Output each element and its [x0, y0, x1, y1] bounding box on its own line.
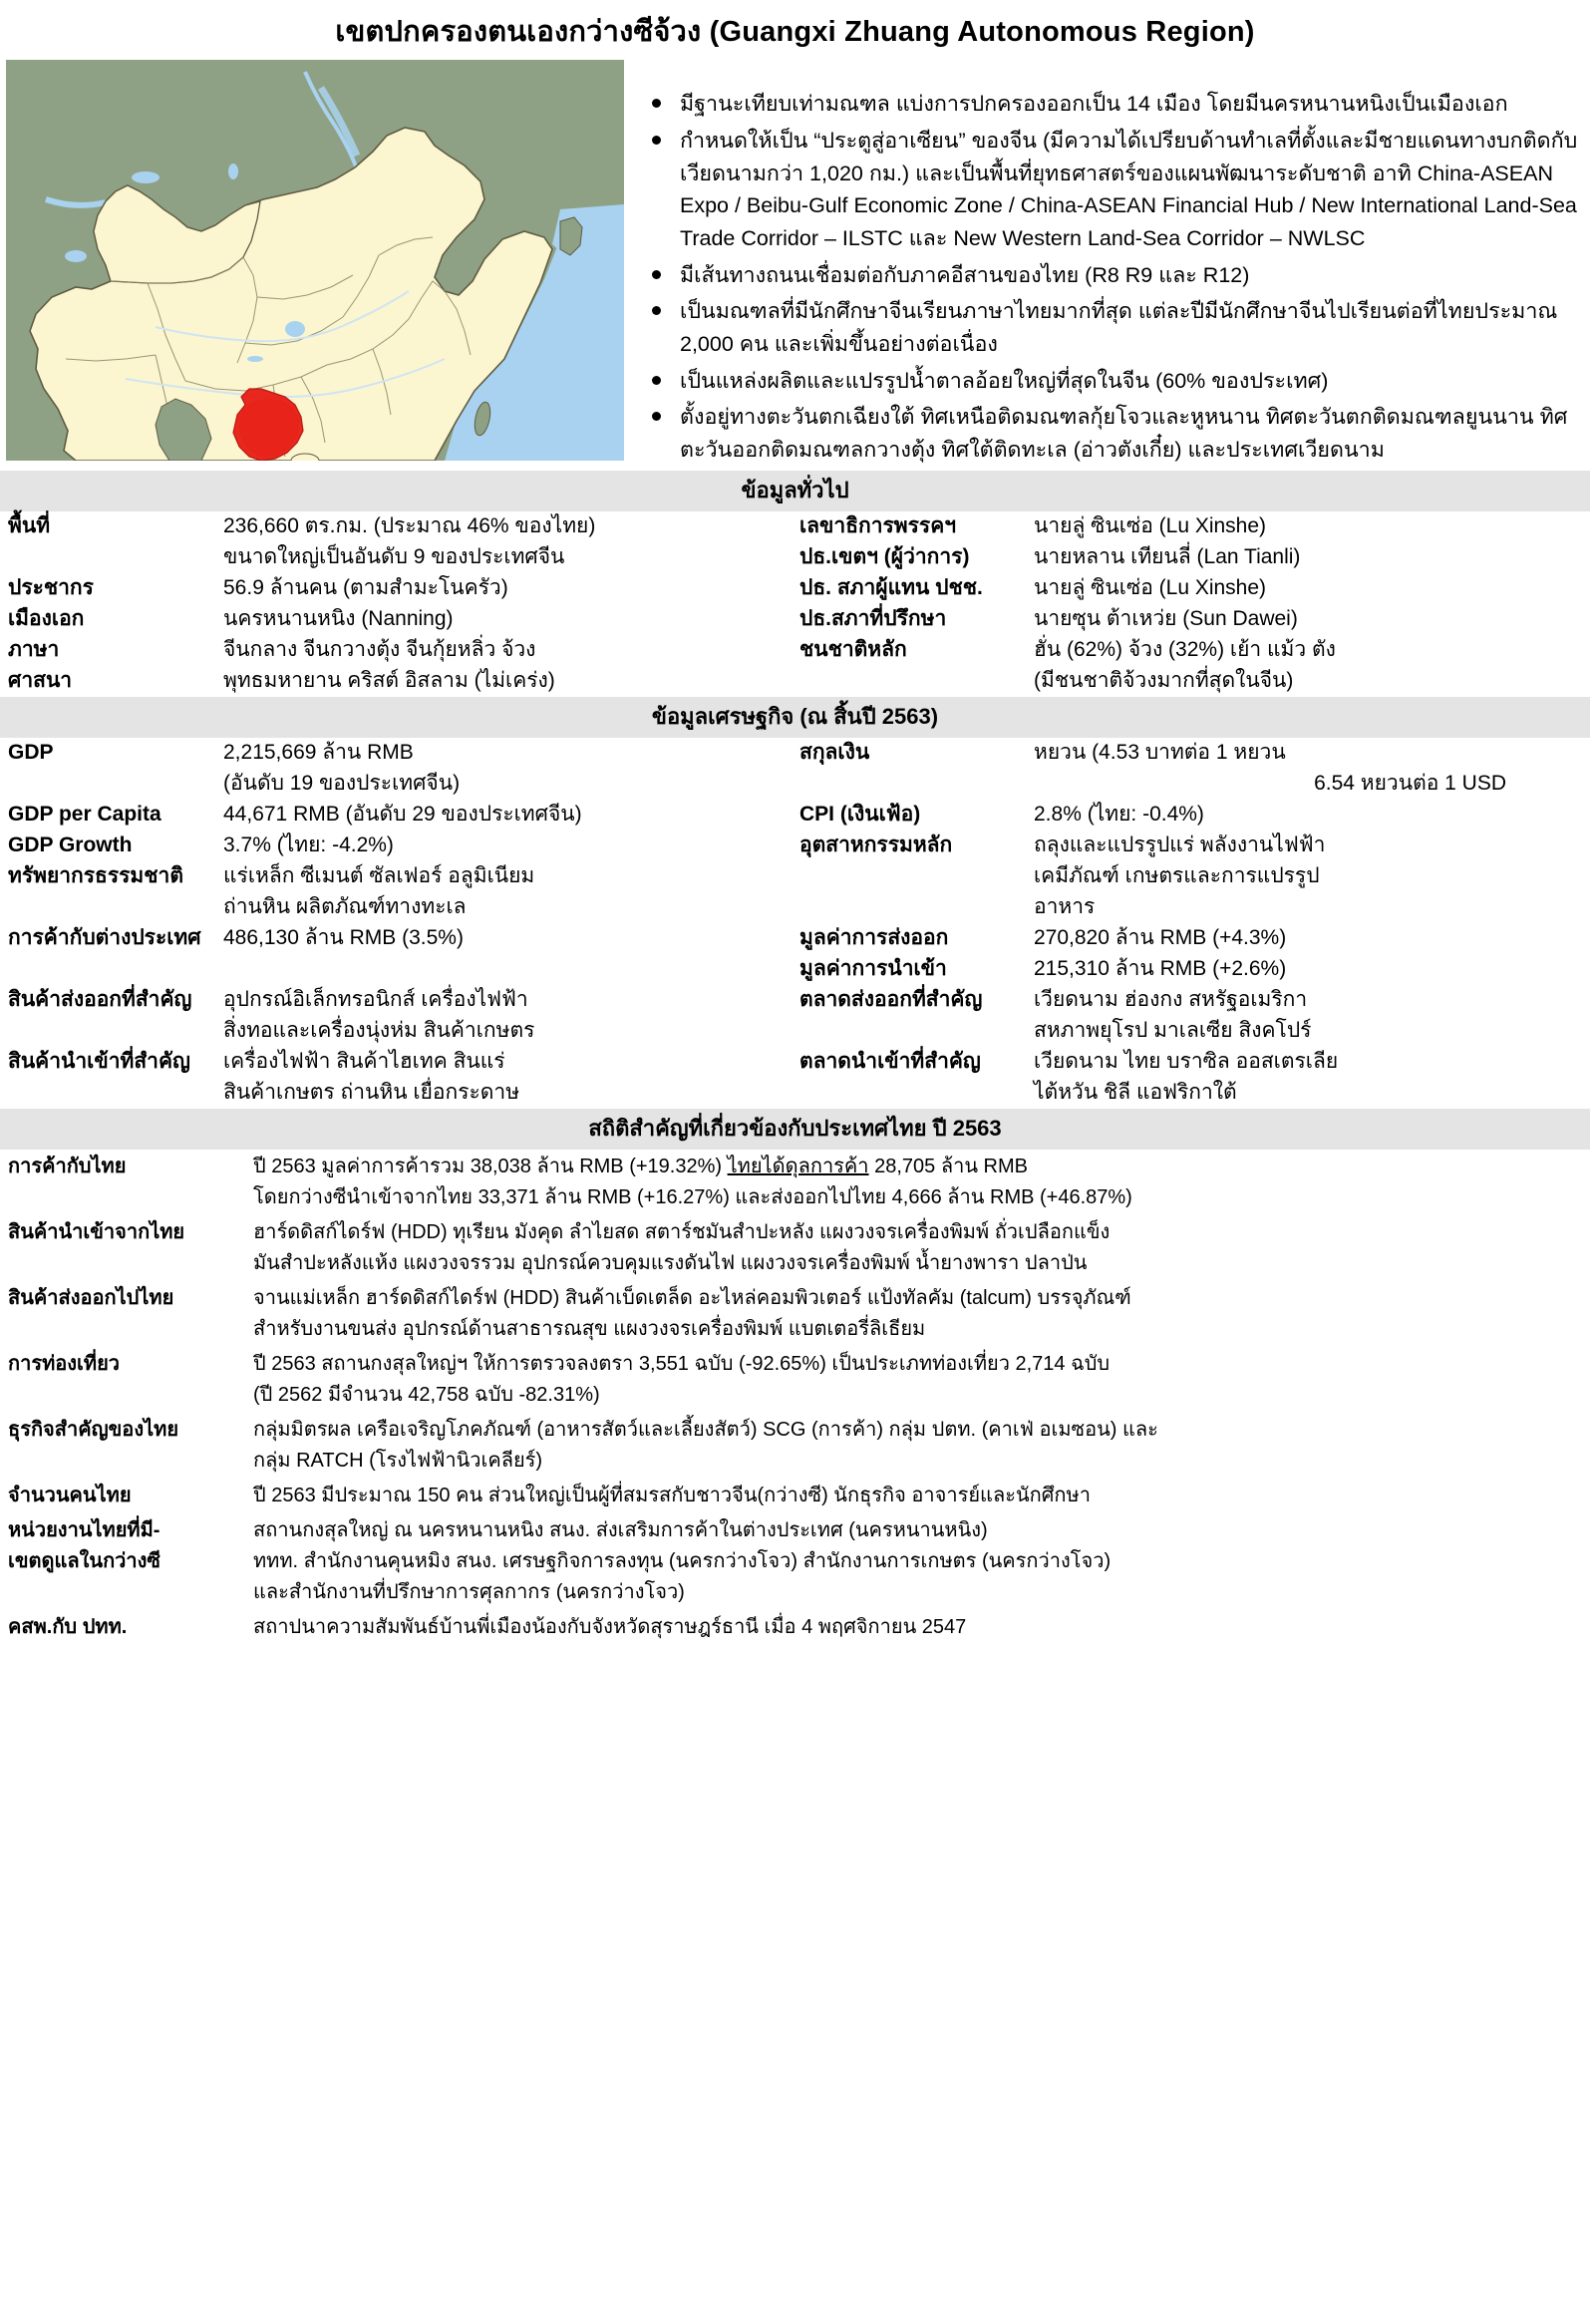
row-value-right: สหภาพยุโรป มาเลเซีย สิงคโปร์ — [1034, 1018, 1312, 1042]
stat-label-line: การท่องเที่ยว — [8, 1353, 121, 1376]
row-label-left — [0, 954, 219, 985]
row-label-right: อุตสาหกรรมหลัก — [799, 833, 953, 857]
page-title: เขตปกครองตนเองกว่างซีจ้วง (Guangxi Zhuang Autonomous Region) — [335, 16, 1255, 48]
row-value-left: 486,130 ล้าน RMB (3.5%) — [223, 926, 464, 950]
stat-label-line: การค้ากับไทย — [8, 1156, 127, 1178]
row-value-left: พุทธมหายาน คริสต์ อิสลาม (ไม่เคร่ง) — [223, 668, 555, 692]
row-label-right: สกุลเงิน — [799, 741, 870, 765]
row-label-right: ตลาดส่งออกที่สำคัญ — [799, 987, 983, 1011]
row-label-right: ปธ.เขตฯ (ผู้ว่าการ) — [799, 545, 970, 568]
stat-text: โดยกว่างซีนำเข้าจากไทย 33,371 ล้าน RMB (+16.27%) และส่งออกไปไทย 4,666 ล้าน RMB (+46.87%) — [253, 1186, 1132, 1209]
stat-label — [0, 1610, 249, 1645]
table-row — [0, 1610, 1590, 1645]
stat-label-line: จำนวนคนไทย — [8, 1485, 132, 1507]
row-value-right: อาหาร — [1034, 895, 1096, 919]
stat-label-line: ธุรกิจสำคัญของไทย — [8, 1419, 179, 1442]
bullet-item: มีฐานะเทียบเท่ามณฑล แบ่งการปกครองออกเป็น 14 เมือง โดยมีนครหนานหนิงเป็นเมืองเอก — [644, 88, 1584, 121]
table-row — [0, 1016, 1590, 1047]
table-row — [0, 666, 1590, 697]
row-label-right: ปธ.สภาที่ปรึกษา — [799, 606, 947, 630]
table-row — [0, 1413, 1590, 1479]
stat-value-line — [253, 1446, 1584, 1477]
china-map-svg — [6, 60, 624, 461]
row-label-right — [795, 861, 1030, 892]
stat-value-line — [253, 1152, 1584, 1182]
row-value-left: เครื่องไฟฟ้า สินค้าไฮเทค สินแร่ — [223, 1049, 505, 1073]
stat-label — [0, 1150, 249, 1215]
row-label-left — [0, 892, 219, 923]
stat-value-line — [253, 1248, 1584, 1279]
table-row — [0, 1479, 1590, 1513]
stat-label — [0, 1413, 249, 1479]
stat-value-line — [253, 1481, 1584, 1511]
row-value-right: นายซุน ต้าเหว่ย (Sun Dawei) — [1034, 606, 1298, 630]
row-label-left: GDP Growth — [8, 833, 133, 857]
row-value-left — [219, 954, 795, 985]
stat-text: (ปี 2562 มีจำนวน 42,758 ฉบับ -82.31%) — [253, 1384, 600, 1407]
section-header-economy: ข้อมูลเศรษฐกิจ (ณ สิ้นปี 2563) — [0, 697, 1590, 738]
table-row — [0, 738, 1590, 769]
row-value-left: 44,671 RMB (อันดับ 29 ของประเทศจีน) — [223, 803, 582, 827]
row-value-left: จีนกลาง จีนกวางตุ้ง จีนกุ้ยหลิ่ว จ้วง — [223, 637, 536, 661]
table-row — [0, 923, 1590, 954]
stat-text: และสำนักงานที่ปรึกษาการศุลกากร (นครกว่างโจว) — [253, 1581, 685, 1604]
stat-value-line — [253, 1546, 1584, 1577]
table-row — [0, 1513, 1590, 1610]
stat-value — [249, 1513, 1590, 1610]
row-label-right: มูลค่าการส่งออก — [799, 926, 949, 950]
table-row — [0, 892, 1590, 923]
bullet-item: เป็นแหล่งผลิตและแปรรูปน้ำตาลอ้อยใหญ่ที่สุดในจีน (60% ของประเทศ) — [644, 365, 1584, 398]
row-value-right: นายลู่ ซินเซ่อ (Lu Xinshe) — [1034, 575, 1267, 599]
row-value-left: 236,660 ตร.กม. (ประมาณ 46% ของไทย) — [223, 514, 596, 538]
table-row — [0, 800, 1590, 830]
general-info-table — [0, 511, 1590, 697]
row-label-right — [795, 1078, 1030, 1109]
row-label-left: สินค้าส่งออกที่สำคัญ — [8, 987, 192, 1011]
table-row — [0, 861, 1590, 892]
economy-info-table — [0, 738, 1590, 1109]
bullet-item: เป็นมณฑลที่มีนักศึกษาจีนเรียนภาษาไทยมากที่สุด แต่ละปีมีนักศึกษาจีนไปเรียนต่อที่ไทยประมาณ 2,000 คน และเพิ่มขึ้นอย่างต่อเนื่อง — [644, 295, 1584, 360]
bullet-item: ตั้งอยู่ทางตะวันตกเฉียงใต้ ทิศเหนือติดมณฑลกุ้ยโจวและหูหนาน ทิศตะวันตกติดมณฑลยูนนาน ทิศตะวันออกติดมณฑลกวางตุ้ง ทิศใต้ติดทะเล (อ่าวตังเกี๋ย) และประเทศเวียดนาม — [644, 401, 1584, 466]
row-label-left — [0, 1078, 219, 1109]
row-label-right — [795, 769, 1030, 800]
row-label-left: ภาษา — [8, 637, 60, 661]
row-value-left: 56.9 ล้านคน (ตามสำมะโนครัว) — [223, 575, 508, 599]
stat-text: กลุ่มมิตรผล เครือเจริญโภคภัณฑ์ (อาหารสัตว์และเลี้ยงสัตว์) SCG (การค้า) กลุ่ม ปตท. (คาเฟ่ อเมซอน) และ — [253, 1419, 1158, 1442]
overview-section — [0, 60, 1590, 470]
table-row — [0, 542, 1590, 573]
stat-label — [0, 1513, 249, 1610]
stat-label-line-2: เขตดูแลในกว่างซี — [8, 1550, 160, 1573]
table-row — [0, 1347, 1590, 1413]
row-label-left: ทรัพยากรธรรมชาติ — [8, 864, 183, 888]
row-label-left — [0, 769, 219, 800]
row-value-left: อุปกรณ์อิเล็กทรอนิกส์ เครื่องไฟฟ้า — [223, 987, 528, 1011]
table-row — [0, 511, 1590, 542]
table-row — [0, 1281, 1590, 1347]
row-label-left: GDP — [8, 741, 54, 765]
row-value-right: นายลู่ ซินเซ่อ (Lu Xinshe) — [1034, 514, 1267, 538]
table-row — [0, 604, 1590, 635]
row-value-right: ไต้หวัน ชิลี แอฟริกาใต้ — [1034, 1080, 1237, 1104]
stat-value — [249, 1150, 1590, 1215]
row-value-right: ฮั่น (62%) จ้วง (32%) เย้า แม้ว ตัง — [1034, 637, 1336, 661]
row-value-left: 2,215,669 ล้าน RMB — [223, 741, 414, 765]
table-row — [0, 635, 1590, 666]
stat-value-line — [253, 1515, 1584, 1546]
stat-text: สถานกงสุลใหญ่ ณ นครหนานหนิง สนง. ส่งเสริมการค้าในต่างประเทศ (นครหนานหนิง) — [253, 1519, 988, 1542]
stat-label — [0, 1281, 249, 1347]
stat-label-line: คสพ.กับ ปทท. — [8, 1616, 128, 1639]
stat-text: ฮาร์ดดิสก์ไดร์ฟ (HDD) ทุเรียน มังคุด ลำไยสด สตาร์ชมันสำปะหลัง แผงวงจรเครื่องพิมพ์ ถั่วเปลือกแข็ง — [253, 1221, 1111, 1244]
stat-text-post: 28,705 ล้าน RMB — [868, 1156, 1028, 1178]
stat-value-line — [253, 1612, 1584, 1643]
row-label-left: สินค้านำเข้าที่สำคัญ — [8, 1049, 190, 1073]
row-value-right: เวียดนาม ไทย บราซิล ออสเตรเลีย — [1034, 1049, 1339, 1073]
stat-label — [0, 1215, 249, 1281]
row-value-left: (อันดับ 19 ของประเทศจีน) — [223, 772, 461, 796]
row-label-left — [0, 1016, 219, 1047]
row-label-left: เมืองเอก — [8, 606, 85, 630]
stat-label — [0, 1479, 249, 1513]
row-value-right: (มีชนชาติจ้วงมากที่สุดในจีน) — [1034, 668, 1294, 692]
row-value-right: 2.8% (ไทย: -0.4%) — [1034, 803, 1204, 827]
thailand-stats-table — [0, 1150, 1590, 1645]
row-value-right: เวียดนาม ฮ่องกง สหรัฐอเมริกา — [1034, 987, 1308, 1011]
stat-value-line — [253, 1217, 1584, 1248]
stat-value-line — [253, 1349, 1584, 1380]
stat-value-line — [253, 1314, 1584, 1345]
section-header-general: ข้อมูลทั่วไป — [0, 471, 1590, 511]
row-label-right — [795, 666, 1030, 697]
stat-text: ปี 2563 มูลค่าการค้ารวม 38,038 ล้าน RMB (+19.32%) — [253, 1156, 728, 1178]
row-label-right: CPI (เงินเฟ้อ) — [799, 803, 921, 827]
stat-label-line: สินค้าส่งออกไปไทย — [8, 1287, 174, 1310]
stat-text: ปี 2563 มีประมาณ 150 คน ส่วนใหญ่เป็นผู้ที่สมรสกับชาวจีน(กว่างซี) นักธุรกิจ อาจารย์และนักศึกษา — [253, 1485, 1091, 1507]
row-label-right: ชนชาติหลัก — [799, 637, 907, 661]
row-value-left: ถ่านหิน ผลิตภัณฑ์ทางทะเล — [223, 895, 467, 919]
stat-label-line: สินค้านำเข้าจากไทย — [8, 1221, 185, 1244]
row-label-left: พื้นที่ — [8, 514, 51, 538]
section-header-thailand-stats: สถิติสำคัญที่เกี่ยวข้องกับประเทศไทย ปี 2563 — [0, 1109, 1590, 1150]
row-label-left: การค้ากับต่างประเทศ — [8, 926, 201, 950]
table-row — [0, 1215, 1590, 1281]
stat-text: จานแม่เหล็ก ฮาร์ดดิสก์ไดร์ฟ (HDD) สินค้าเบ็ดเตล็ด อะไหล่คอมพิวเตอร์ แป้งทัลคัม (talcum) บรรจุภัณฑ์ — [253, 1287, 1131, 1310]
stat-text: ปี 2563 สถานกงสุลใหญ่ฯ ให้การตรวจลงตรา 3,551 ฉบับ (-92.65%) เป็นประเภทท่องเที่ยว 2,714 ฉบับ — [253, 1353, 1111, 1376]
table-row — [0, 830, 1590, 861]
table-row — [0, 1150, 1590, 1215]
row-value-right: 215,310 ล้าน RMB (+2.6%) — [1034, 957, 1287, 981]
stat-text-underlined: ไทยได้ดุลการค้า — [727, 1156, 869, 1178]
row-label-left: ประชากร — [8, 575, 94, 599]
row-label-right — [795, 892, 1030, 923]
row-label-left — [0, 542, 219, 573]
stat-text: ททท. สำนักงานคุนหมิง สนง. เศรษฐกิจการลงทุน (นครกว่างโจว) สำนักงานการเกษตร (นครกว่างโจว) — [253, 1550, 1112, 1573]
row-value-left: นครหนานหนิง (Nanning) — [223, 606, 454, 630]
stat-label — [0, 1347, 249, 1413]
stat-value-line — [253, 1182, 1584, 1213]
row-label-left: GDP per Capita — [8, 803, 161, 827]
stat-text: มันสำปะหลังแห้ง แผงวงจรรวม อุปกรณ์ควบคุมแรงดันไฟ แผงวงจรเครื่องพิมพ์ น้ำยางพารา ปลาป่น — [253, 1252, 1088, 1275]
row-value-left: สินค้าเกษตร ถ่านหิน เยื่อกระดาษ — [223, 1080, 520, 1104]
china-map-image — [6, 60, 624, 461]
stat-value — [249, 1281, 1590, 1347]
table-row — [0, 985, 1590, 1016]
row-value-left: ขนาดใหญ่เป็นอันดับ 9 ของประเทศจีน — [223, 545, 565, 568]
row-value-right: 270,820 ล้าน RMB (+4.3%) — [1034, 926, 1287, 950]
bullet-item: มีเส้นทางถนนเชื่อมต่อกับภาคอีสานของไทย (R8 R9 และ R12) — [644, 259, 1584, 292]
stat-label-line: หน่วยงานไทยที่มี- — [8, 1519, 160, 1542]
stat-value-line — [253, 1577, 1584, 1608]
table-row — [0, 573, 1590, 604]
row-value-right: 6.54 หยวนต่อ 1 USD — [1314, 772, 1506, 796]
stat-value — [249, 1413, 1590, 1479]
row-label-right: เลขาธิการพรรคฯ — [799, 514, 957, 538]
stat-text: กลุ่ม RATCH (โรงไฟฟ้านิวเคลียร์) — [253, 1450, 543, 1473]
row-value-right: ถลุงและแปรรูปแร่ พลังงานไฟฟ้า — [1034, 833, 1326, 857]
row-value-right: หยวน (4.53 บาทต่อ 1 หยวน — [1034, 741, 1286, 765]
table-row — [0, 769, 1590, 800]
stat-value — [249, 1215, 1590, 1281]
stat-text: สำหรับงานขนส่ง อุปกรณ์ด้านสาธารณสุข แผงวงจรเครื่องพิมพ์ แบตเตอรี่ลิเธียม — [253, 1318, 926, 1341]
bullet-item: กำหนดให้เป็น “ประตูสู่อาเซียน” ของจีน (มีความได้เปรียบด้านทำเลที่ตั้งและมีชายแดนทางบกติดกับเวียดนามกว่า 1,020 กม.) และเป็นพื้นที่ยุทธศาสตร์ของแผนพัฒนาระดับชาติ อาทิ China-ASEAN Expo / Beibu-Gulf Economic Zone / China-ASEAN Financial Hub / New International Land-Sea Trade Corridor – ILSTC และ New Western Land-Sea Corridor – NWLSC — [644, 125, 1584, 255]
row-value-right: เคมีภัณฑ์ เกษตรและการแปรรูป — [1034, 864, 1320, 888]
row-label-left: ศาสนา — [8, 668, 73, 692]
bullet-list — [624, 60, 1590, 470]
table-row — [0, 954, 1590, 985]
row-label-right: ตลาดนำเข้าที่สำคัญ — [799, 1049, 981, 1073]
row-value-right: นายหลาน เทียนลี่ (Lan Tianli) — [1034, 545, 1301, 568]
stat-value — [249, 1610, 1590, 1645]
stat-text: สถาปนาความสัมพันธ์บ้านพี่เมืองน้องกับจังหวัดสุราษฎร์ธานี เมื่อ 4 พฤศจิกายน 2547 — [253, 1616, 967, 1639]
row-label-right — [795, 1016, 1030, 1047]
row-value-left: 3.7% (ไทย: -4.2%) — [223, 833, 394, 857]
stat-value-line — [253, 1283, 1584, 1314]
stat-value-line — [253, 1415, 1584, 1446]
row-value-left: สิ่งทอและเครื่องนุ่งห่ม สินค้าเกษตร — [223, 1018, 535, 1042]
row-label-right: ปธ. สภาผู้แทน ปชช. — [799, 575, 983, 599]
stat-value — [249, 1479, 1590, 1513]
table-row — [0, 1078, 1590, 1109]
stat-value-line — [253, 1380, 1584, 1411]
table-row — [0, 1047, 1590, 1078]
row-value-left: แร่เหล็ก ซีเมนต์ ซัลเฟอร์ อลูมิเนียม — [223, 864, 535, 888]
row-label-right: มูลค่าการนำเข้า — [799, 957, 947, 981]
stat-value — [249, 1347, 1590, 1413]
